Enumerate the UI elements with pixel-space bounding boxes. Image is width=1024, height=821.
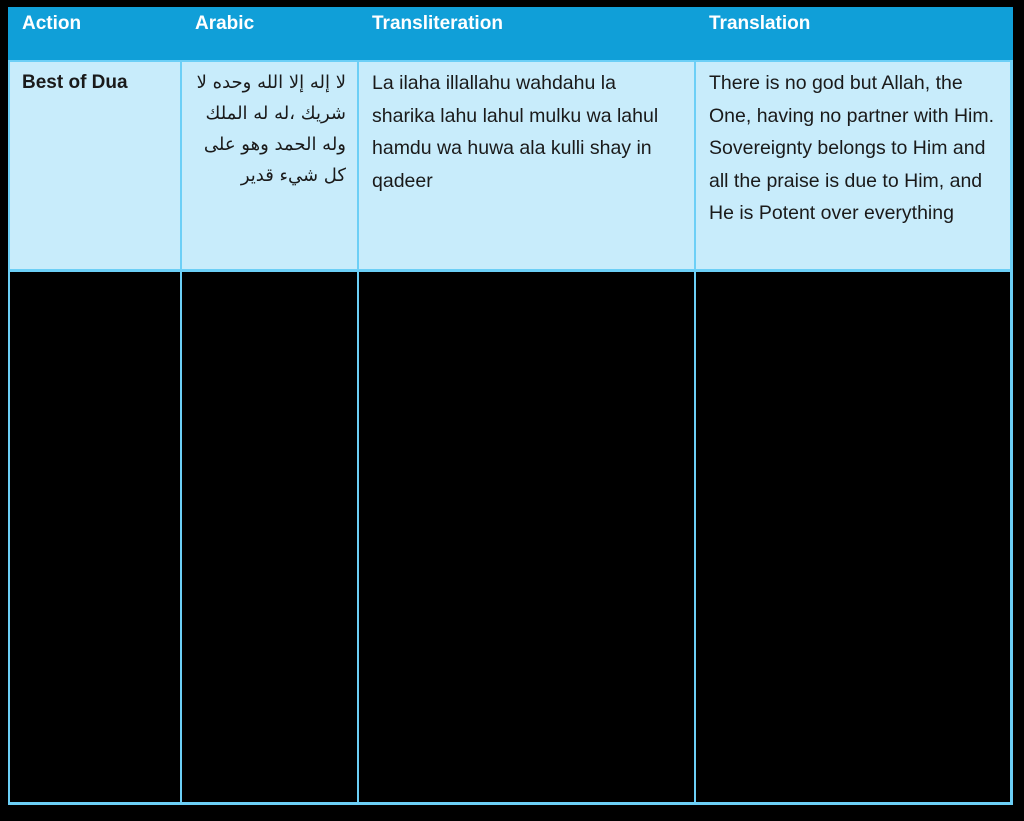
cell-arabic: [181, 271, 358, 480]
column-divider: [180, 60, 182, 805]
cell-translation: There is no god but Allah, the One, having no partner with Him. Sovereignty belongs to Him and all the praise is due to Him, and He is Potent over everything: [709, 72, 995, 224]
border-left: [8, 60, 10, 805]
cell-arabic: لا إله إلا الله وحده لا شريك ،له له الملك وله الحمد وهو على كل شيء قدير: [196, 72, 346, 186]
column-header-transliteration: Transliteration: [372, 13, 503, 34]
border-right: [1010, 60, 1013, 805]
cell-transliteration: [358, 271, 695, 480]
table-row-empty: [8, 271, 1013, 805]
table-row: [8, 60, 1013, 271]
row-divider: [8, 269, 1013, 272]
table-header: [8, 7, 1013, 60]
column-header-arabic: Arabic: [195, 13, 255, 34]
column-divider: [357, 60, 359, 805]
column-header-translation: Translation: [709, 13, 811, 34]
border-bottom: [8, 802, 1013, 805]
cell-action: [8, 271, 181, 480]
cell-translation: [695, 271, 1013, 480]
cell-transliteration: La ilaha illallahu wahdahu la sharika lahu lahul mulku wa lahul hamdu wa huwa ala kulli shay in qadeer: [372, 72, 659, 192]
cell-action: Best of Dua: [22, 72, 128, 93]
dua-table: [8, 7, 1013, 805]
column-header-action: Action: [22, 13, 82, 34]
column-divider: [694, 60, 696, 805]
